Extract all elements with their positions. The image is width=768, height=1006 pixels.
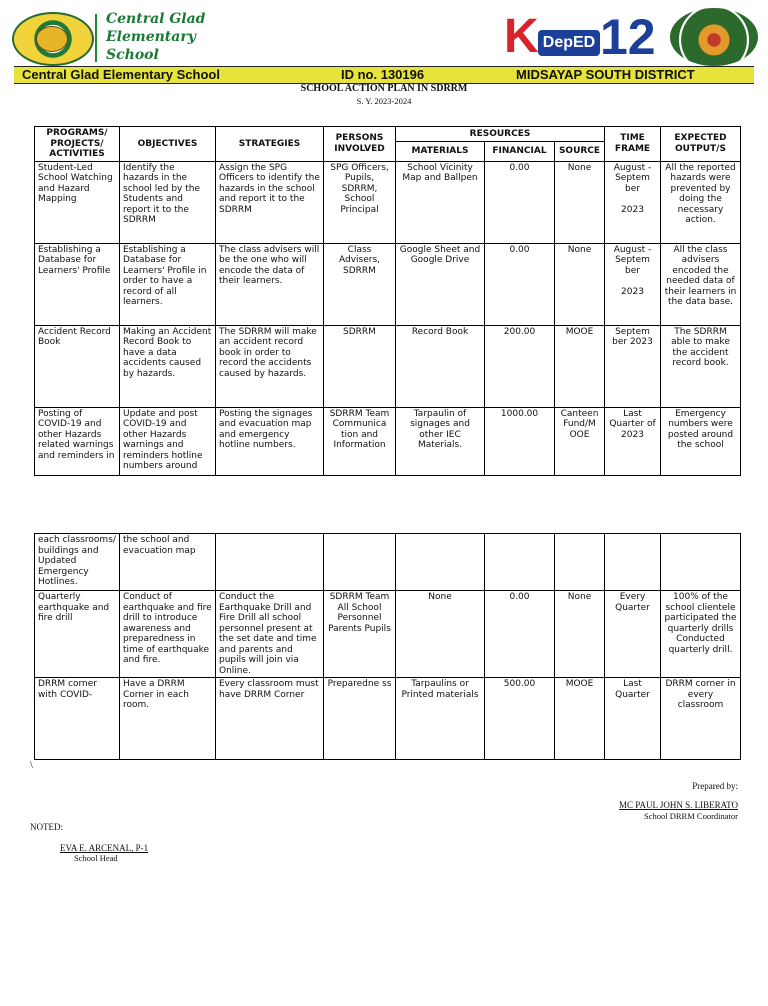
prepared-by-name: MC PAUL JOHN S. LIBERATO (619, 800, 738, 810)
cell-source: None (555, 243, 605, 325)
cell-financial: 0.00 (485, 161, 555, 243)
deped-k12-logo-icon: K DepED 12 (504, 9, 656, 65)
banner-district: MIDSAYAP SOUTH DISTRICT (516, 67, 695, 82)
cell-objective: Update and post COVID-19 and other Hazards warnings and reminders hotline numbers around (120, 407, 216, 475)
cell-financial: 0.00 (485, 243, 555, 325)
cell-output: 100% of the school clientele participated the quarterly drills Conducted quarterly drill. (661, 591, 741, 678)
cell-time: August - Septem ber 2023 (605, 161, 661, 243)
cell-objective: Have a DRRM Corner in each room. (120, 678, 216, 760)
cell-source: None (555, 161, 605, 243)
header-persons: PERSONS INVOLVED (324, 127, 396, 162)
cell-persons: SDRRM Team Communica tion and Information (324, 407, 396, 475)
cell-strategy: Assign the SPG Officers to identify the hazards in the school and report it to the SDRRM (216, 161, 324, 243)
header-programs: PROGRAMS/ PROJECTS/ ACTIVITIES (35, 127, 120, 162)
cell-output: All the class advisers encoded the needed data of their learners in the data base. (661, 243, 741, 325)
noted-label: NOTED: (30, 822, 63, 832)
cell-financial (485, 534, 555, 591)
stray-mark: \ (30, 760, 33, 771)
cell-financial: 0.00 (485, 591, 555, 678)
header-strategies: STRATEGIES (216, 127, 324, 162)
cell-financial: 1000.00 (485, 407, 555, 475)
cell-persons: Class Advisers, SDRRM (324, 243, 396, 325)
header-source: SOURCE (555, 142, 605, 161)
cell-strategy (216, 534, 324, 591)
header-materials: MATERIALS (396, 142, 485, 161)
noted-by-position: School Head (74, 853, 118, 863)
table-row (35, 591, 741, 678)
cell-materials: Tarpaulin of signages and other IEC Materials. (396, 407, 485, 475)
prepared-by-position: School DRRM Coordinator (644, 811, 738, 821)
table-row (35, 534, 741, 591)
cell-program: Student-Led School Watching and Hazard Mapping (35, 161, 120, 243)
school-logo-icon (12, 12, 94, 66)
cell-time: Last Quarter (605, 678, 661, 760)
cell-source: None (555, 591, 605, 678)
cell-program: Quarterly earthquake and fire drill (35, 591, 120, 678)
school-banner (14, 66, 754, 84)
header-outputs: EXPECTED OUTPUT/S (661, 127, 741, 162)
table-row (35, 161, 741, 243)
cell-program: each classrooms/ buildings and Updated Emergency Hotlines. (35, 534, 120, 591)
cell-source: Canteen Fund/M OOE (555, 407, 605, 475)
cell-persons (324, 534, 396, 591)
cell-output (661, 534, 741, 591)
cell-output: The SDRRM able to make the accident record book. (661, 325, 741, 407)
cell-strategy: Every classroom must have DRRM Corner (216, 678, 324, 760)
document-title: SCHOOL ACTION PLAN IN SDRRM (300, 83, 468, 94)
cell-time: Every Quarter (605, 591, 661, 678)
cell-strategy: The class advisers will be the one who will encode the data of their learners. (216, 243, 324, 325)
cell-output: DRRM corner in every classroom (661, 678, 741, 760)
cell-persons: SDRRM Team All School Personnel Parents Pupils (324, 591, 396, 678)
cell-materials: None (396, 591, 485, 678)
cell-time: Septem ber 2023 (605, 325, 661, 407)
cell-financial: 500.00 (485, 678, 555, 760)
header-time: TIME FRAME (605, 127, 661, 162)
cell-objective: Conduct of earthquake and fire drill to introduce awareness and preparedness in time of earthquake and fire. (120, 591, 216, 678)
cell-output: Emergency numbers were posted around the school (661, 407, 741, 475)
cell-objective: Making an Accident Record Book to have a data accidents caused by hazards. (120, 325, 216, 407)
cell-financial: 200.00 (485, 325, 555, 407)
cell-source: MOOE (555, 678, 605, 760)
cell-persons: Preparedne ss (324, 678, 396, 760)
cell-objective: Establishing a Database for Learners' Profile in order to have a record of all learners. (120, 243, 216, 325)
school-name-script: Central Glad Elementary School (106, 11, 206, 63)
cell-program: Accident Record Book (35, 325, 120, 407)
cell-time: August - Septem ber 2023 (605, 243, 661, 325)
cell-source (555, 534, 605, 591)
cell-materials: Tarpaulins or Printed materials (396, 678, 485, 760)
cell-source: MOOE (555, 325, 605, 407)
table-row (35, 407, 741, 475)
cell-objective: Identify the hazards in the school led by the Students and report it to the SDRRM (120, 161, 216, 243)
letterhead (0, 0, 768, 84)
header-resources: RESOURCES (396, 127, 605, 142)
cell-program: DRRM corner with COVID- (35, 678, 120, 760)
cell-materials (396, 534, 485, 591)
school-year: S. Y. 2023-2024 (356, 96, 412, 106)
cell-strategy: Posting the signages and evacuation map and emergency hotline numbers. (216, 407, 324, 475)
cell-objective: the school and evacuation map (120, 534, 216, 591)
cell-time: Last Quarter of 2023 (605, 407, 661, 475)
cell-persons: SDRRM (324, 325, 396, 407)
prepared-by-label: Prepared by: (692, 781, 738, 791)
cell-materials: Record Book (396, 325, 485, 407)
cell-program: Establishing a Database for Learners' Profile (35, 243, 120, 325)
action-plan-table-continued (34, 533, 741, 760)
divider (95, 14, 97, 62)
cell-strategy: The SDRRM will make an accident record book in order to record the accidents caused by hazards. (216, 325, 324, 407)
table-row (35, 243, 741, 325)
banner-school-id: ID no. 130196 (341, 67, 425, 82)
header-objectives: OBJECTIVES (120, 127, 216, 162)
table-row (35, 678, 741, 760)
cell-strategy: Conduct the Earthquake Drill and Fire Drill all school personnel present at the set date and time and parents and pupils will join via Online. (216, 591, 324, 678)
cell-materials: Google Sheet and Google Drive (396, 243, 485, 325)
cell-time (605, 534, 661, 591)
cell-materials: School Vicinity Map and Ballpen (396, 161, 485, 243)
banner-school-name: Central Glad Elementary School (22, 67, 220, 82)
deped-seal-icon (670, 8, 758, 66)
noted-by-name: EVA E. ARCENAL, P-1 (60, 843, 149, 853)
cell-program: Posting of COVID-19 and other Hazards related warnings and reminders in (35, 407, 120, 475)
cell-persons: SPG Officers, Pupils, SDRRM, School Principal (324, 161, 396, 243)
table-row (35, 325, 741, 407)
action-plan-table (34, 126, 741, 476)
header-financial: FINANCIAL (485, 142, 555, 161)
cell-output: All the reported hazards were prevented by doing the necessary action. (661, 161, 741, 243)
